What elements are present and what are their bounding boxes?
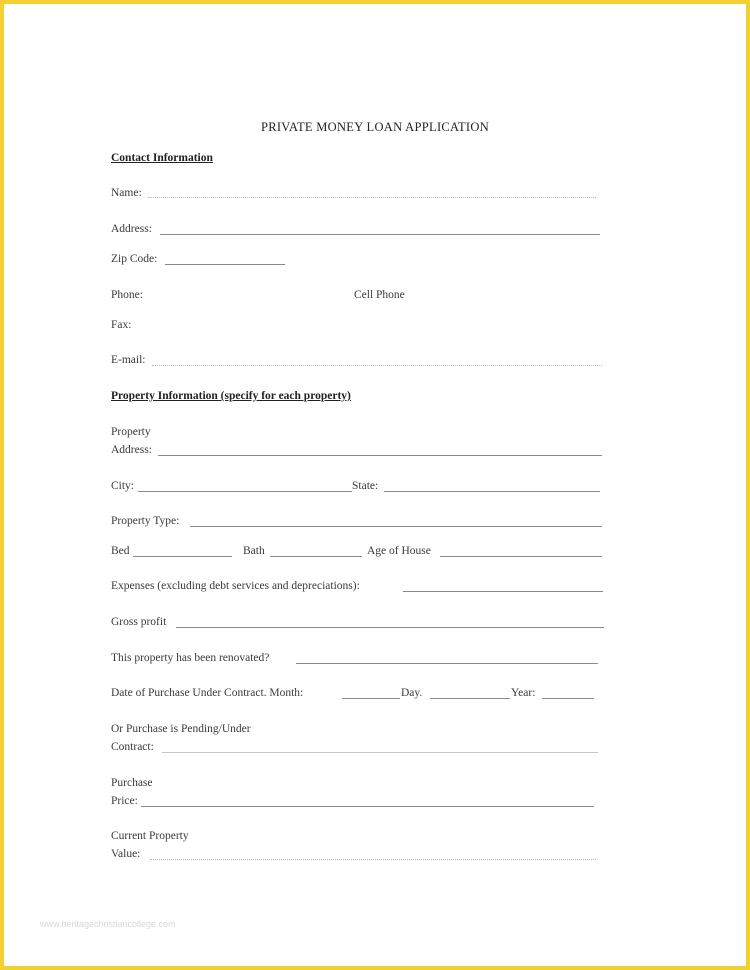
current-value-label-line2: Value: (111, 848, 141, 860)
city-label: City: (111, 480, 135, 492)
property-section-heading: Property Information (specify for each property) (111, 390, 351, 402)
cell-phone-label: Cell Phone (354, 289, 405, 301)
pending-label-line1: Or Purchase is Pending/Under (111, 723, 251, 735)
property-address-label-line2: Address: (111, 444, 152, 456)
expenses-label: Expenses (excluding debt services and depreciations): (111, 580, 360, 592)
bath-label: Bath (243, 545, 265, 557)
zip-code-label: Zip Code: (111, 253, 158, 265)
pending-label-line2: Contract: (111, 741, 154, 753)
purchase-day-label: Day. (401, 687, 423, 699)
purchase-price-label-line1: Purchase (111, 777, 153, 789)
email-label: E-mail: (111, 354, 146, 366)
property-address-label-line1: Property (111, 426, 151, 438)
gross-profit-label: Gross profit (111, 616, 167, 628)
name-label: Name: (111, 187, 142, 199)
phone-label: Phone: (111, 289, 143, 301)
purchase-year-label: Year: (511, 687, 536, 699)
purchase-month-label: Date of Purchase Under Contract. Month: (111, 687, 304, 699)
watermark: www.heritagechristiancollege.com (40, 919, 176, 929)
address-label: Address: (111, 223, 152, 235)
purchase-price-label-line2: Price: (111, 795, 138, 807)
age-of-house-label: Age of House (367, 545, 431, 557)
form-title: PRIVATE MONEY LOAN APPLICATION (260, 120, 490, 134)
bed-label: Bed (111, 545, 130, 557)
renovated-label: This property has been renovated? (111, 652, 270, 664)
fax-label: Fax: (111, 319, 132, 331)
state-label: State: (352, 480, 379, 492)
current-value-label-line1: Current Property (111, 830, 189, 842)
contact-section-heading: Contact Information (111, 152, 213, 164)
property-type-label: Property Type: (111, 515, 180, 527)
